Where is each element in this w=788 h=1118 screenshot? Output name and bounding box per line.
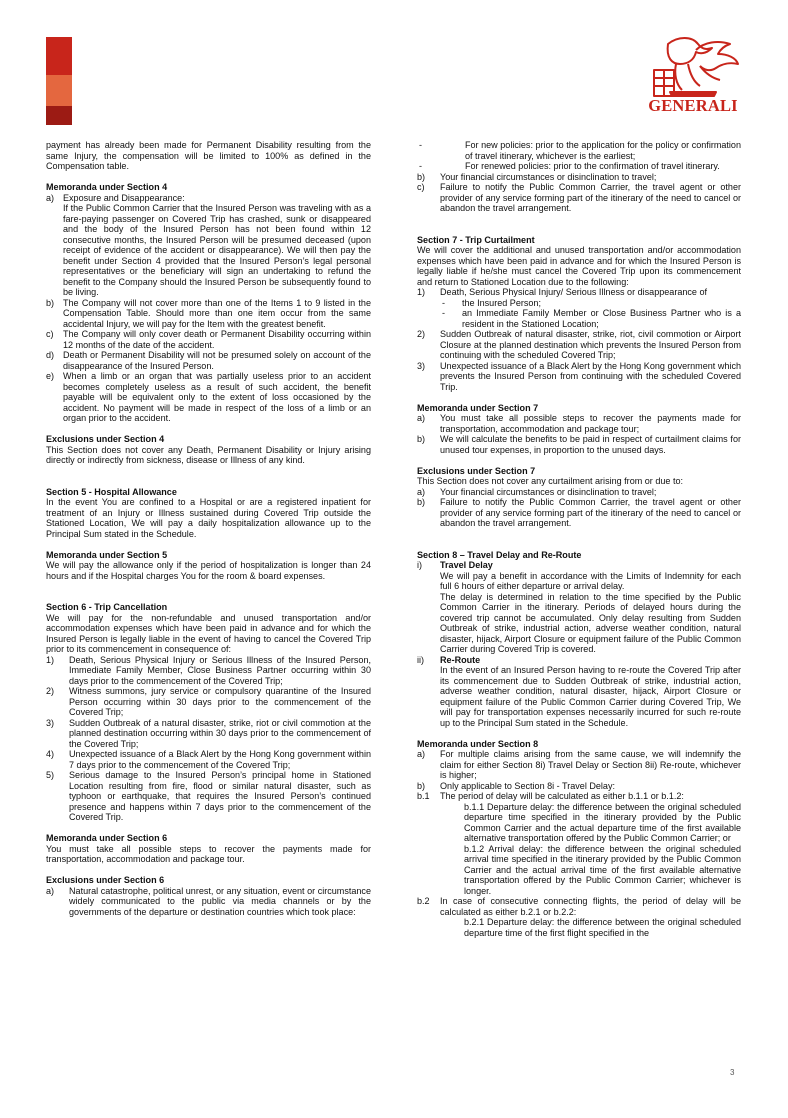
list-marker (417, 665, 440, 728)
list-item (417, 497, 741, 529)
list-marker: d) (46, 350, 55, 360)
list-marker: 4) (46, 749, 55, 759)
list-item (46, 298, 371, 330)
spacer (417, 392, 741, 403)
list-marker: c) (417, 182, 425, 192)
spacer (46, 865, 371, 876)
list-item-text: If the Public Common Carrier that the Insured Person was traveling with as a fare-paying passenger on Covered Trip has crashed, sunk or disappeared and the body of the Insured Person has not been found within 12 consecutive months, the Insured Person will be presumed deceased (upon receipt of evidence of the accident or disappearance). We will then pay the benefit under Section 4 provided that the Insured Person’s legal personal representatives or the beneficiary will sign an undertaking to refund the benefit to the Company should the Insured Person be subsequently found to be living. (63, 203, 371, 297)
list-item-text: Death, Serious Physical Injury or Serious Illness of the Insured Person, Immediate Family Member, Close Business Partner occurring within 30 days prior to the commencement of the Covered Trip; (69, 654, 371, 686)
list-item (46, 749, 371, 770)
list-item-text: Sudden Outbreak of natural disaster, strike, riot, civil commotion or Airport Closure at the planned destination which prevents the Insured Person from continuing with the scheduled Covered Trip; (440, 329, 741, 360)
list-marker: b.2 (417, 896, 430, 906)
section-heading: Memoranda under Section 7 (417, 402, 539, 413)
list-item (417, 140, 741, 161)
list-marker (417, 802, 464, 844)
list-item-text: When a limb or an organ that was partially useless prior to an accident becomes completely useless as a result of such accident, the benefit payable will be equivalent only to the extent of loss occasioned by the accident. No payment will be made in respect of the loss of a limb or an organ prior to the accident. (63, 371, 371, 423)
section-heading: Memoranda under Section 4 (46, 182, 168, 192)
list-item-text: We will pay a benefit in accordance with the Limits of Indemnity for each full 6 hours of either departure or arrival delay. (440, 570, 741, 591)
list-item-text: The Company will not cover more than one of the Items 1 to 9 listed in the Compensation Table. Should more than one item occur from the same accidental Injury, we will pay for the Item with the greatest benefit. (63, 297, 371, 329)
list-item (46, 371, 371, 424)
list-item (417, 361, 741, 393)
list-item-text: For new policies: prior to the application for the policy or confirmation of travel itinerary, whichever is the earliest; (465, 140, 741, 161)
list-item-text: Your financial circumstances or disinclination to travel; (440, 171, 657, 182)
spacer (417, 214, 741, 235)
list-marker (46, 203, 63, 298)
section-heading: Section 6 - Trip Cancellation (46, 602, 168, 612)
list-marker: b) (417, 434, 426, 444)
brand-bar-bottom (46, 106, 72, 125)
list-item (417, 329, 741, 361)
list-item (417, 182, 741, 214)
section-heading: Exclusions under Section 4 (46, 434, 165, 444)
list-marker: 1) (46, 654, 55, 665)
list-item-text: b.1.1 Departure delay: the difference between the original scheduled departure time specified in the itinerary provided by the Public Common Carrier and the actual departure time of the first available alternative transportation offered by the Public Common Carrier; or (464, 801, 741, 843)
list-marker: 5) (46, 770, 55, 780)
spacer (46, 581, 371, 602)
list-marker: b) (417, 171, 426, 182)
list-item (417, 749, 741, 781)
left-column (46, 140, 371, 917)
list-marker: - (442, 297, 446, 308)
list-item (417, 487, 741, 498)
list-item (46, 655, 371, 687)
section-heading: Memoranda under Section 8 (417, 738, 539, 749)
list-item-text: Witness summons, jury service or compulsory quarantine of the Insured Person occurring within 30 days prior to the commencement of the Covered Trip; (69, 686, 371, 717)
list-item-text: Death, Serious Physical Injury/ Serious Illness or disappearance of (440, 287, 708, 297)
paragraph: You must take all possible steps to recover the payments made for transportation, accommodation and package tour. (46, 843, 371, 864)
list-marker: c) (46, 329, 54, 339)
list-item-text: an Immediate Family Member or Close Business Partner who is a resident in the Stationed Location; (462, 308, 741, 329)
list-marker: e) (46, 371, 55, 381)
list-item-text: Re-Route (440, 654, 481, 665)
list-marker (417, 917, 464, 938)
section-heading: Section 5 - Hospital Allowance (46, 486, 177, 497)
list-marker: - (419, 140, 423, 150)
list-item (46, 350, 371, 371)
list-marker: 1) (417, 287, 426, 297)
spacer (417, 455, 741, 466)
list-marker: a) (46, 885, 55, 896)
list-item (417, 172, 741, 183)
list-marker: 2) (417, 329, 426, 339)
list-marker: a) (417, 413, 426, 423)
list-marker (417, 844, 464, 897)
page-number: 3 (730, 1068, 735, 1077)
paragraph: We will pay for the non-refundable and unused transportation and/or accommodation expenses which have been paid in advance and for which the Insured Person is legally liable in the event of having to cancel the Covered Trip prior to its commencement in consequence of: (46, 612, 371, 654)
spacer (46, 823, 371, 834)
list-item (46, 686, 371, 718)
list-item (417, 896, 741, 917)
list-item-text: In the event of an Insured Person having to re-route the Covered Trip after its commencement due to Sudden Outbreak of strike, industrial action, adverse weather condition, natural disaster, hijack, Airport Closure or equipment failure of the Public Common Carrier during Covered Trip, We will pay for transportation expenses necessarily incurred for such re-route up to the Principal Sum stated in the Schedule. (440, 665, 741, 728)
list-item (46, 770, 371, 823)
spacer (46, 539, 371, 550)
section-heading: Section 7 - Trip Curtailment (417, 234, 535, 245)
list-item (417, 308, 741, 329)
list-item-text: The period of delay will be calculated as either b.1.1 or b.1.2: (440, 791, 684, 801)
list-item-text: In case of consecutive connecting flights, the period of delay will be calculated as either b.2.1 or b.2.2: (440, 896, 741, 917)
list-item-text: b.2.1 Departure delay: the difference between the original scheduled departure time of the first flight specified in the (464, 917, 741, 938)
list-item-text: The delay is determined in relation to the time specified by the Public Common Carrier in the itinerary. Periods of delayed hours during the covered trip cannot be accumulated. Only delay resulting from Sudden Outbreak of strike, industrial action, adverse weather condition, natural disaster, hijack, Airport Closure or equipment failure of the Public Common Carrier during Covered Trip is covered. (440, 591, 741, 654)
list-item (417, 844, 741, 897)
paragraph: In the event You are confined to a Hospital or are a registered inpatient for treatment of an Injury or Illness sustained during Covered Trip outside the Stationed Location, We will pay a daily hospitalization allowance up to the Principal Sum stated in the Schedule. (46, 497, 371, 539)
list-item (417, 161, 741, 172)
list-item (417, 592, 741, 655)
list-item-text: b.1.2 Arrival delay: the difference between the original scheduled arrival time specified in the itinerary provided by the Public Common Carrier and the actual arrival time of the first available alternative transportation offered by the Public Common Carrier; whichever is longer. (464, 843, 741, 896)
generali-wordmark: GENERALI (648, 96, 738, 115)
list-item (46, 718, 371, 750)
section-heading: Section 8 – Travel Delay and Re-Route (417, 549, 582, 560)
brand-bar-top (46, 37, 72, 75)
list-item-text: Death or Permanent Disability will not be presumed solely on account of the disappearance of the Insured Person. (63, 350, 371, 371)
list-item (417, 413, 741, 434)
list-item (46, 886, 371, 918)
list-marker: b) (46, 297, 55, 308)
list-marker: b) (417, 780, 426, 791)
list-item-text: Exposure and Disappearance: (63, 192, 185, 203)
list-marker (417, 592, 440, 655)
paragraph: This Section does not cover any curtailment arising from or due to: (417, 476, 684, 486)
list-item (417, 434, 741, 455)
list-item-text: We will calculate the benefits to be paid in respect of curtailment claims for unused tour expenses, in proportion to the unused days. (440, 434, 741, 455)
spacer (46, 466, 371, 487)
list-item-text: Only applicable to Section 8i - Travel Delay: (440, 780, 615, 791)
list-item-text: the Insured Person; (462, 297, 541, 308)
list-item (417, 560, 741, 571)
list-item (417, 917, 741, 938)
list-item-text: Travel Delay (440, 560, 493, 570)
paragraph: We will pay the allowance only if the period of hospitalization is longer than 24 hours and if the Hospital charges You for the room & board expenses. (46, 560, 371, 581)
section-heading: Exclusions under Section 6 (46, 875, 165, 885)
paragraph: This Section does not cover any Death, Permanent Disability or Injury arising directly or indirectly from sickness, disease or Illness of any kind. (46, 444, 371, 465)
list-item-text: Serious damage to the Insured Person’s principal home in Stationed Location resulting from fire, flood or similar natural disaster, such as typhoon or earthquake, that requires the Insured Person’s continued presence and happens within 7 days prior to the commencement of the Covered Trip. (69, 770, 371, 822)
list-marker: i) (417, 560, 423, 570)
list-item (46, 329, 371, 350)
list-item-text: The Company will only cover death or Permanent Disability occurring within 12 months of the date of the accident. (63, 329, 371, 350)
list-marker: - (442, 308, 446, 318)
list-item-text: Sudden Outbreak of a natural disaster, strike, riot or civil commotion at the planned destination occurring within 30 days prior to the commencement of the Covered Trip; (69, 717, 371, 749)
list-item-text: Unexpected issuance of a Black Alert by the Hong Kong government which prevents the Insured Person from continuing with the scheduled Covered Trip. (440, 360, 741, 392)
list-marker: b) (417, 497, 426, 507)
spacer (46, 424, 371, 435)
list-item (417, 655, 741, 666)
brand-bar-middle (46, 75, 72, 106)
section-heading: Memoranda under Section 6 (46, 833, 168, 843)
list-item (417, 665, 741, 728)
section-heading: Memoranda under Section 5 (46, 549, 168, 560)
right-column (417, 140, 741, 938)
list-item-text: Failure to notify the Public Common Carrier, the travel agent or other provider of any service forming part of the itinerary of the need to cancel or abandon the travel arrangement. (440, 497, 741, 528)
list-item (417, 287, 741, 298)
list-marker: - (419, 161, 423, 171)
list-item (46, 193, 371, 204)
list-item (417, 791, 741, 802)
paragraph: payment has already been made for Permanent Disability resulting from the same Injury, the compensation will be limited to 100% as defined in the Compensation table. (46, 140, 371, 171)
list-item (417, 781, 741, 792)
list-item (46, 203, 371, 298)
spacer (46, 172, 371, 183)
list-marker: b.1 (417, 791, 430, 801)
list-marker (417, 571, 440, 592)
list-item-text: For multiple claims arising from the same cause, we will indemnify the claim for either Section 8i) Travel Delay or Section 8ii) Re-route, whichever is higher; (440, 749, 741, 780)
list-item-text: For renewed policies: prior to the confirmation of travel itinerary. (465, 161, 720, 171)
paragraph: We will cover the additional and unused transportation and/or accommodation expenses which have been paid in advance and for which the Insured Person is legally liable if he/she must cancel the Covered Trip upon its commencement and return to Stationed Location due to the following: (417, 245, 741, 287)
list-marker: 2) (46, 686, 55, 696)
list-marker: 3) (417, 360, 426, 371)
list-item-text: Unexpected issuance of a Black Alert by the Hong Kong government within 7 days prior to the commencement of the Covered Trip; (69, 749, 371, 770)
list-marker: a) (46, 192, 55, 203)
list-item (417, 571, 741, 592)
section-heading: Exclusions under Section 7 (417, 465, 536, 476)
list-marker: ii) (417, 654, 425, 665)
list-marker: a) (417, 486, 426, 497)
spacer (417, 728, 741, 739)
list-item-text: You must take all possible steps to recover the payments made for transportation, accommodation and package tour; (440, 413, 741, 434)
list-marker: a) (417, 749, 426, 759)
list-item (417, 298, 741, 309)
list-marker: 3) (46, 717, 55, 728)
list-item-text: Natural catastrophe, political unrest, or any situation, event or circumstance widely communicated to the public via media channels or by the governments of the departure or destination countries which took place: (69, 885, 371, 917)
list-item-text: Your financial circumstances or disinclination to travel; (440, 486, 657, 497)
list-item-text: Failure to notify the Public Common Carrier, the travel agent or other provider of any service forming part of the itinerary of the need to cancel or abandon the travel arrangement. (440, 182, 741, 213)
list-item (417, 802, 741, 844)
spacer (417, 529, 741, 550)
